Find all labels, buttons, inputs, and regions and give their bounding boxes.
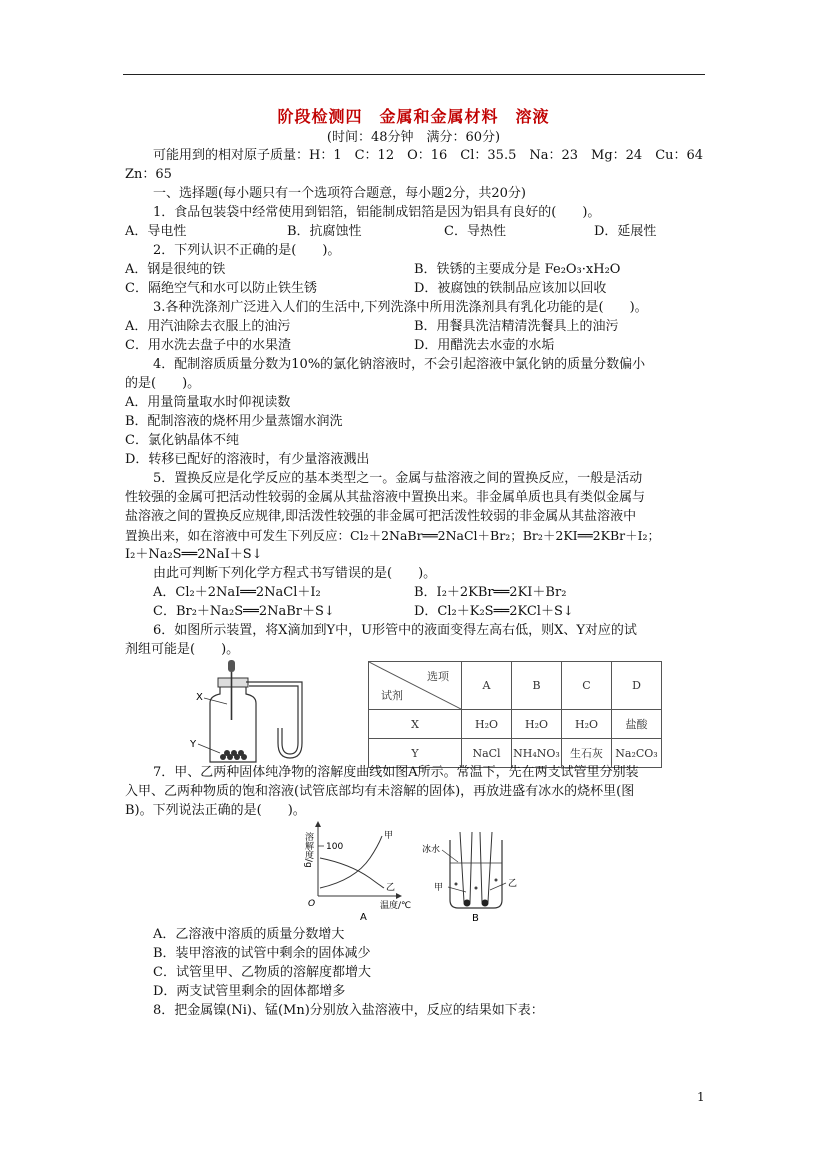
q4-option-d: D．转移已配好的溶液时，有少量溶液溅出 [125,452,370,467]
header-rule [123,74,705,75]
q4-option-c: C．氯化钠晶体不纯 [125,433,239,448]
page-title: 阶段检测四 金属和金属材料 溶液 [277,107,550,126]
q3-stem: 3.各种洗涤剂广泛进入人们的生活中,下列洗涤中所用洗涤剂具有乳化功能的是( )。 [153,300,648,315]
row-label: X [369,710,462,739]
q3-option-d: D．用醋洗去水壶的水垢 [414,338,555,353]
table-cell: NaCl [462,739,512,768]
q7-para-line3: B)。下列说法正确的是( )。 [125,803,306,818]
atomic-mass-line2: Zn：65 [125,167,172,182]
col-header: B [512,662,562,710]
q5-para-line1: 5．置换反应是化学反应的基本类型之一。金属与盐溶液之间的置换反应，一般是活动 [153,471,643,486]
fig-b-water-label: 冰水 [422,845,441,855]
q2-option-d: D．被腐蚀的铁制品应该加以回收 [414,281,607,296]
table-cell: Na₂CO₃ [612,739,662,768]
page-number: 1 [697,1090,705,1104]
fig-a-origin: O [308,899,316,909]
fig-a-jia: 甲 [384,831,394,841]
fig-a-yi: 乙 [386,883,396,893]
table-row [369,710,662,739]
q5-para-line2: 性较强的金属可把活动性较弱的金属从其盐溶液中置换出来。非金属单质也具有类似金属与 [125,490,646,505]
table-cell: NH₄NO₃ [512,739,562,768]
col-header: C [562,662,612,710]
q2-option-b: B．铁锈的主要成分是 Fe₂O₃·xH₂O [414,262,621,277]
fig-y-label: Y [190,739,197,750]
table-cell: 生石灰 [562,739,612,768]
q7-option-c: C．试管里甲、乙物质的溶解度都增大 [153,965,371,980]
q7-figure-b-beaker [420,828,530,923]
q1-stem: 1．食品包装袋中经常使用到铝箔，铝能制成铝箔是因为铝具有良好的( )。 [153,205,601,220]
row-label: Y [369,739,462,768]
table-cell: H₂O [512,710,562,739]
fig-a-ylabel: 溶解度/g [303,832,313,868]
q3-option-c: C．用水洗去盘子中的水果渣 [125,338,291,353]
q7-figure-a-solubility-curve [300,818,420,923]
q6-stem-line1: 6．如图所示装置，将X滴加到Y中，U形管中的液面变得左高右低，则X、Y对应的试 [153,623,637,638]
fig-a-xlabel: 温度/℃ [380,901,412,911]
q1-option-d: D．延展性 [594,224,657,239]
fig-x-label: X [196,692,203,703]
q5-option-a: A．Cl₂＋2NaI══2NaCl＋I₂ [153,585,321,600]
page-subtitle: (时间：48分钟 满分：60分) [326,130,501,145]
q5-option-c: C．Br₂＋Na₂S══2NaBr＋S↓ [153,604,335,619]
fig-a-caption: A [360,912,367,923]
q8-stem: 8．把金属镍(Ni)、锰(Mn)分别放入盐溶液中，反应的结果如下表： [153,1003,544,1018]
q1-option-b: B．抗腐蚀性 [287,224,362,239]
q1-option-a: A．导电性 [125,224,187,239]
table-cell: 盐酸 [612,710,662,739]
q7-para-line2: 入甲、乙两种物质的饱和溶液(试管底部均有未溶解的固体)，再放进盛有冰水的烧杯里(图 [125,784,635,799]
corner-header-bottom: 试剂 [381,689,403,702]
q4-option-a: A．用量筒量取水时仰视读数 [125,395,291,410]
fig-b-caption: B [472,913,479,923]
table-cell: H₂O [562,710,612,739]
q5-stem: 由此可判断下列化学方程式书写错误的是( )。 [153,566,437,581]
fig-a-ytick: 100 [326,842,344,852]
col-header: D [612,662,662,710]
q5-para-line5: I₂＋Na₂S══2NaI＋S↓ [125,547,263,562]
q6-apparatus-figure [190,658,330,768]
corner-header-top: 选项 [427,670,449,683]
q7-option-d: D．两支试管里剩余的固体都增多 [153,984,346,999]
fig-b-yi: 乙 [508,879,518,889]
q2-stem: 2．下列认识不正确的是( )。 [153,243,341,258]
q5-option-d: D．Cl₂＋K₂S══2KCl＋S↓ [414,604,574,619]
q4-stem-line2: 的是( )。 [125,376,201,391]
table-corner-cell [369,662,462,710]
q4-stem-line1: 4．配制溶质质量分数为10%的氯化钠溶液时，不会引起溶液中氯化钠的质量分数偏小 [153,357,646,372]
q4-option-b: B．配制溶液的烧杯用少量蒸馏水润洗 [125,414,343,429]
q5-option-b: B．I₂＋2KBr══2KI＋Br₂ [414,585,567,600]
q5-para-line3: 盐溶液之间的置换反应规律,即活泼性较强的非金属可把活泼性较弱的非金属从其盐溶液中 [125,509,637,524]
q7-para-line1: 7．甲、乙两种固体纯净物的溶解度曲线如图A所示。常温下，先在两支试管里分别装 [153,765,639,780]
q5-para-line4: 置换出来，如在溶液中可发生下列反应：Cl₂＋2NaBr══2NaCl＋Br₂；Br₂＋2KI══2KBr＋I₂； [125,528,661,543]
q6-stem-line2: 剂组可能是( )。 [125,642,240,657]
atomic-mass-line1: 可能用到的相对原子质量：H：1 C：12 O：16 Cl：35.5 Na：23 Mg：24 Cu：64 [153,148,704,163]
q3-option-a: A．用汽油除去衣服上的油污 [125,319,291,334]
table-cell: H₂O [462,710,512,739]
q6-options-table [368,661,662,768]
q2-option-c: C．隔绝空气和水可以防止铁生锈 [125,281,317,296]
q7-option-a: A．乙溶液中溶质的质量分数增大 [153,927,345,942]
q1-option-c: C．导热性 [444,224,506,239]
q7-option-b: B．装甲溶液的试管中剩余的固体减少 [153,946,371,961]
q2-option-a: A．钢是很纯的铁 [125,262,226,277]
q3-option-b: B．用餐具洗洁精清洗餐具上的油污 [414,319,619,334]
col-header: A [462,662,512,710]
table-row [369,662,662,710]
section-heading: 一、选择题(每小题只有一个选项符合题意，每小题2分，共20分) [153,186,526,201]
fig-b-jia: 甲 [434,883,444,893]
